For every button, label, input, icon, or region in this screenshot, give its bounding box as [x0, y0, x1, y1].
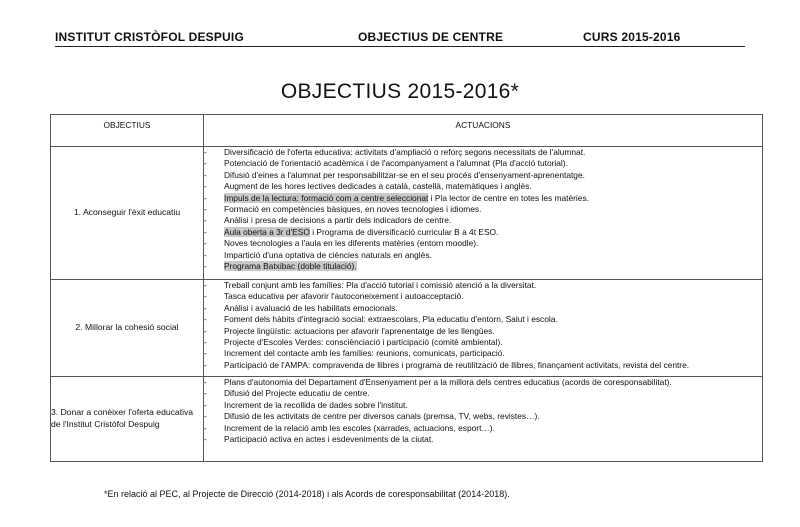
list-item: - Plans d'autonomia del Departament d'Ensenyament per a la millora dels centres educatius (acords de coresponsabilitat). — [204, 377, 762, 388]
column-header-objectius: OBJECTIUS — [51, 115, 204, 147]
actions-cell — [204, 147, 763, 280]
table-row — [51, 280, 763, 377]
list-item: - Impartició d'una optativa de ciències naturals en anglès. — [204, 250, 762, 261]
table-header-row — [51, 115, 763, 147]
list-item: - Treball conjunt amb les famílies: Pla d'acció tutorial i comissió atenció a la diversitat. — [204, 280, 762, 291]
objective-cell: 1. Aconseguir l'èxit educatiu — [51, 147, 204, 280]
header-rule — [55, 46, 745, 47]
actions-list — [204, 147, 762, 272]
header-section-title: OBJECTIUS DE CENTRE — [358, 30, 504, 44]
table-row — [51, 377, 763, 462]
list-item: - Difusió del Projecte educatiu de centre. — [204, 388, 762, 399]
highlighted-text: Programa Batxibac (doble titulació). — [224, 261, 357, 272]
list-item: - Impuls de la lectura: formació com a centre seleccionat i Pla lector de centre en totes les matèries. — [204, 193, 762, 204]
list-item: - Noves tecnologies a l'aula en les diferents matèries (entorn moodle). — [204, 238, 762, 249]
actions-list — [204, 377, 762, 445]
actions-list — [204, 280, 762, 371]
list-item: - Difusió de les activitats de centre per diversos canals (premsa, TV, webs, revistes…). — [204, 411, 762, 422]
list-item: - Participació de l'AMPA: compravenda de llibres i programa de reutilització de llibres, finançament activitats, revista del centre. — [204, 360, 762, 371]
list-item: - Foment dels hàbits d'integració social: extraescolars, Pla educatiu d'entorn, Salut i escola. — [204, 314, 762, 325]
objectives-table — [50, 114, 763, 462]
highlighted-text: Impuls de la lectura: formació com a centre seleccionat — [224, 192, 429, 203]
list-item: - Diversificació de l'oferta educativa: activitats d'ampliació o reforç segons necessitats de l'alumnat. — [204, 147, 762, 158]
objective-cell: 3. Donar a conèixer l'oferta educativa de l'Institut Cristòfol Despuig — [51, 377, 204, 462]
list-item: - Augment de les hores lectives dedicades a català, castellà, matemàtiques i anglès. — [204, 181, 762, 192]
list-item: - Difusió d'eines a l'alumnat per responsabilitzar-se en el seu procés d'ensenyament-aprenentatge. — [204, 170, 762, 181]
column-header-actuacions: ACTUACIONS — [204, 115, 763, 147]
page-header — [55, 30, 745, 48]
highlighted-text: Aula oberta a 3r d'ESO — [224, 226, 310, 237]
actions-cell — [204, 280, 763, 377]
list-item: - Participació activa en actes i esdeveniments de la ciutat. — [204, 434, 762, 445]
header-school-name: INSTITUT CRISTÒFOL DESPUIG — [55, 30, 244, 44]
footnote: *En relació al PEC, al Projecte de Direcció (2014-2018) i als Acords de coresponsabilitat (2014-2018). — [104, 489, 510, 499]
list-item: - Formació en competències bàsiques, en noves tecnologies i idiomes. — [204, 204, 762, 215]
list-item: - Projecte d'Escoles Verdes: consciènciació i participació (comitè ambiental). — [204, 337, 762, 348]
table-row — [51, 147, 763, 280]
list-item: - Increment de la recollida de dades sobre l'institut. — [204, 400, 762, 411]
actions-cell — [204, 377, 763, 462]
list-item: - Anàlisi i avaluació de les habilitats emocionals. — [204, 303, 762, 314]
list-item: - Increment del contacte amb les famílies: reunions, comunicats, participació. — [204, 348, 762, 359]
list-item: - Aula oberta a 3r d'ESO i Programa de diversificació curricular B a 4t ESO. — [204, 227, 762, 238]
list-item: - Tasca educativa per afavorir l'autoconeixement i autoacceptació. — [204, 291, 762, 302]
list-item: - Projecte lingüístic: actuacions per afavorir l'aprenentatge de les llengües. — [204, 326, 762, 337]
list-item: - Anàlisi i presa de decisions a partir dels indicadors de centre. — [204, 215, 762, 226]
objective-cell: 2. Millorar la cohesió social — [51, 280, 204, 377]
document-title: OBJECTIUS 2015-2016* — [280, 80, 520, 103]
list-item — [204, 261, 762, 272]
list-item: - Potenciació de l'orientació acadèmica i de l'acompanyament a l'alumnat (Pla d'acció tutorial). — [204, 158, 762, 169]
header-course: CURS 2015-2016 — [583, 30, 681, 44]
list-item: - Increment de la relació amb les escoles (xarrades, actuacions, esport…). — [204, 423, 762, 434]
